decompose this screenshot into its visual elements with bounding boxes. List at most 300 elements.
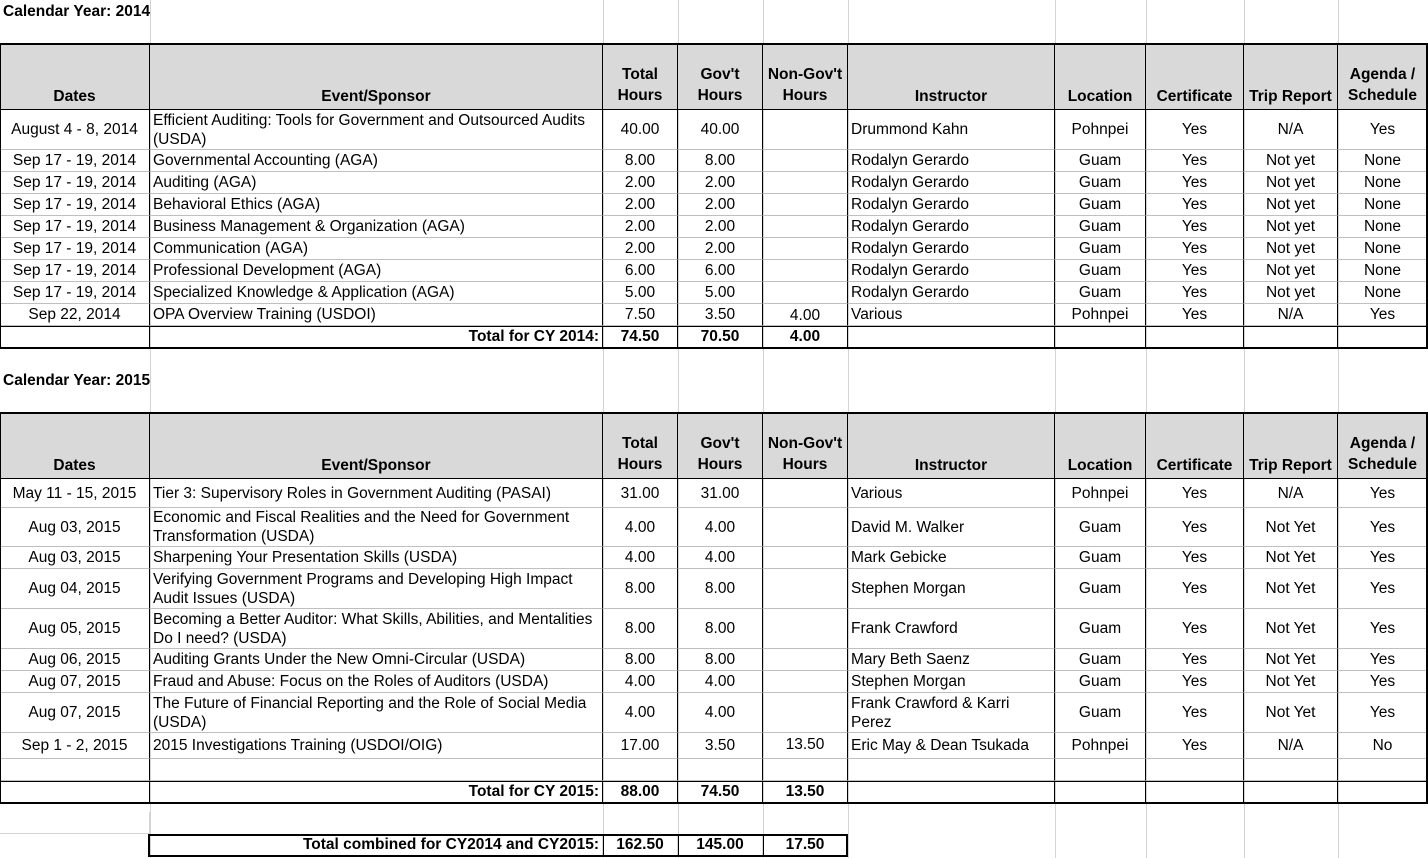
column-header[interactable] bbox=[150, 413, 603, 479]
table-cell[interactable] bbox=[1055, 671, 1146, 693]
grand-total-value[interactable] bbox=[763, 834, 848, 856]
table-cell[interactable] bbox=[848, 547, 1055, 569]
table-cell[interactable] bbox=[1244, 260, 1338, 282]
table-cell[interactable] bbox=[1055, 304, 1146, 326]
total-row-blank[interactable] bbox=[1244, 781, 1338, 803]
cell-text: None bbox=[1363, 196, 1402, 213]
cell-text: N/A bbox=[1277, 306, 1304, 323]
table-cell[interactable] bbox=[1055, 569, 1146, 609]
table-cell[interactable] bbox=[1146, 110, 1244, 150]
table-cell[interactable] bbox=[848, 733, 1055, 759]
table-cell[interactable] bbox=[150, 508, 603, 547]
table-cell[interactable] bbox=[1338, 508, 1428, 547]
column-header[interactable] bbox=[763, 413, 848, 479]
cell-text: Pohnpei bbox=[1071, 306, 1129, 323]
blank-cell[interactable] bbox=[150, 759, 603, 781]
cell-text: Guam bbox=[1078, 580, 1122, 597]
table-cell[interactable] bbox=[1146, 569, 1244, 609]
table-cell[interactable] bbox=[0, 194, 150, 216]
cell-text: Yes bbox=[1181, 196, 1208, 213]
table-cell[interactable] bbox=[1244, 238, 1338, 260]
table-cell[interactable] bbox=[0, 282, 150, 304]
table-cell[interactable] bbox=[678, 238, 763, 260]
table-cell[interactable] bbox=[678, 547, 763, 569]
table-cell[interactable] bbox=[848, 693, 1055, 733]
cell-text: Pohnpei bbox=[1071, 484, 1129, 502]
total-value[interactable] bbox=[603, 781, 678, 803]
blank-cell[interactable] bbox=[848, 759, 1055, 781]
table-cell[interactable] bbox=[763, 547, 848, 569]
table-cell[interactable] bbox=[0, 150, 150, 172]
cell-text: Yes bbox=[1181, 737, 1208, 754]
total-row-blank[interactable] bbox=[848, 781, 1055, 803]
table-cell[interactable] bbox=[603, 508, 678, 547]
header-line: Gov't bbox=[700, 435, 740, 452]
cell-text: Dates bbox=[53, 457, 96, 474]
table-cell[interactable] bbox=[150, 479, 603, 508]
table-cell[interactable] bbox=[603, 110, 678, 150]
table-cell[interactable] bbox=[1338, 547, 1428, 569]
table-cell[interactable] bbox=[763, 508, 848, 547]
table-cell[interactable] bbox=[0, 238, 150, 260]
blank-cell[interactable] bbox=[1244, 759, 1338, 781]
table-cell[interactable] bbox=[1146, 733, 1244, 759]
table-cell[interactable] bbox=[150, 547, 603, 569]
table-cell[interactable] bbox=[1338, 194, 1428, 216]
table-cell[interactable] bbox=[763, 304, 848, 326]
table-cell[interactable] bbox=[1338, 649, 1428, 671]
table-cell[interactable] bbox=[848, 479, 1055, 508]
blank-row[interactable] bbox=[0, 812, 150, 834]
table-cell[interactable] bbox=[1244, 282, 1338, 304]
cell-text: Instructor bbox=[914, 88, 988, 105]
header-line: Hours bbox=[617, 456, 663, 473]
blank-cell[interactable] bbox=[603, 759, 678, 781]
cell-text: Eric May & Dean Tsukada bbox=[851, 737, 1030, 754]
cell-text: 4.00 bbox=[624, 549, 656, 566]
table-cell[interactable] bbox=[763, 282, 848, 304]
blank-row[interactable] bbox=[0, 22, 1428, 44]
table-cell[interactable] bbox=[763, 609, 848, 649]
cell-text: Auditing Grants Under the New Omni-Circular (USDA) bbox=[153, 651, 526, 668]
table-cell[interactable] bbox=[848, 671, 1055, 693]
column-header[interactable] bbox=[150, 44, 603, 110]
table-cell[interactable] bbox=[0, 304, 150, 326]
table-cell[interactable] bbox=[150, 172, 603, 194]
table-cell[interactable] bbox=[848, 569, 1055, 609]
cell-text: Yes bbox=[1181, 174, 1208, 191]
table-cell[interactable] bbox=[1244, 194, 1338, 216]
table-cell[interactable] bbox=[1244, 649, 1338, 671]
table-cell[interactable] bbox=[1055, 508, 1146, 547]
total-row-blank[interactable] bbox=[0, 781, 150, 803]
table-cell[interactable] bbox=[150, 649, 603, 671]
table-cell[interactable] bbox=[0, 547, 150, 569]
table-cell[interactable] bbox=[0, 609, 150, 649]
table-cell[interactable] bbox=[1055, 547, 1146, 569]
total-value[interactable] bbox=[678, 781, 763, 803]
table-cell[interactable] bbox=[763, 194, 848, 216]
table-cell[interactable] bbox=[1338, 150, 1428, 172]
blank-cell[interactable] bbox=[0, 759, 150, 781]
table-cell[interactable] bbox=[848, 150, 1055, 172]
table-cell[interactable] bbox=[0, 569, 150, 609]
table-cell[interactable] bbox=[150, 304, 603, 326]
table-left-border bbox=[0, 44, 1, 348]
table-cell[interactable] bbox=[1338, 216, 1428, 238]
cell-text: 4.00 bbox=[704, 704, 736, 721]
table-cell[interactable] bbox=[1338, 238, 1428, 260]
total-row-blank[interactable] bbox=[0, 326, 150, 348]
table-cell[interactable] bbox=[678, 508, 763, 547]
table-cell[interactable] bbox=[678, 110, 763, 150]
cell-text: 4.00 bbox=[789, 328, 821, 345]
cell-text: Certificate bbox=[1156, 88, 1233, 105]
cell-text: None bbox=[1363, 284, 1402, 301]
table-cell[interactable] bbox=[763, 238, 848, 260]
table-cell[interactable] bbox=[150, 671, 603, 693]
table-cell[interactable] bbox=[1146, 150, 1244, 172]
table-cell[interactable] bbox=[1055, 172, 1146, 194]
grand-total-divider bbox=[603, 834, 604, 856]
table-cell[interactable] bbox=[1338, 172, 1428, 194]
cell-text: Yes bbox=[1181, 240, 1208, 257]
table-cell[interactable] bbox=[1244, 508, 1338, 547]
column-header[interactable] bbox=[603, 44, 678, 110]
total-row-blank[interactable] bbox=[1146, 781, 1244, 803]
table-cell[interactable] bbox=[1338, 671, 1428, 693]
table-cell[interactable] bbox=[1244, 150, 1338, 172]
table-cell[interactable] bbox=[150, 733, 603, 759]
table-cell[interactable] bbox=[678, 733, 763, 759]
table-cell[interactable] bbox=[1146, 609, 1244, 649]
blank-row[interactable] bbox=[0, 391, 1428, 413]
table-cell[interactable] bbox=[0, 671, 150, 693]
table-cell[interactable] bbox=[1338, 260, 1428, 282]
table-cell[interactable] bbox=[603, 609, 678, 649]
cell-text: 7.50 bbox=[624, 306, 656, 323]
table-cell[interactable] bbox=[150, 260, 603, 282]
cell-text: Certificate bbox=[1156, 457, 1233, 474]
column-header[interactable] bbox=[1244, 413, 1338, 479]
table-cell[interactable] bbox=[763, 216, 848, 238]
column-header[interactable] bbox=[0, 413, 150, 479]
table-cell[interactable] bbox=[678, 150, 763, 172]
table-cell[interactable] bbox=[0, 479, 150, 508]
table-cell[interactable] bbox=[603, 216, 678, 238]
table-cell[interactable] bbox=[1146, 671, 1244, 693]
table-cell[interactable] bbox=[1244, 479, 1338, 508]
table-cell[interactable] bbox=[1055, 194, 1146, 216]
grand-total-label[interactable] bbox=[150, 834, 603, 856]
table-cell[interactable] bbox=[678, 569, 763, 609]
table-cell[interactable] bbox=[848, 649, 1055, 671]
cell-text: Yes bbox=[1369, 620, 1396, 637]
table-cell[interactable] bbox=[1146, 508, 1244, 547]
table-cell[interactable] bbox=[1338, 693, 1428, 733]
table-cell[interactable] bbox=[848, 609, 1055, 649]
table-cell[interactable] bbox=[763, 479, 848, 508]
table-cell[interactable] bbox=[848, 194, 1055, 216]
cell-text: Calendar Year: 2014 bbox=[3, 3, 151, 20]
table-cell[interactable] bbox=[1146, 260, 1244, 282]
table-cell[interactable] bbox=[0, 693, 150, 733]
cell-text: Not Yet bbox=[1265, 549, 1316, 566]
table-cell[interactable] bbox=[603, 479, 678, 508]
column-header[interactable] bbox=[1338, 44, 1428, 110]
table-cell[interactable] bbox=[848, 216, 1055, 238]
table-cell[interactable] bbox=[1055, 649, 1146, 671]
table-cell[interactable] bbox=[1055, 260, 1146, 282]
cell-text: Yes bbox=[1181, 152, 1208, 169]
blank-cell[interactable] bbox=[678, 759, 763, 781]
table-cell[interactable] bbox=[603, 304, 678, 326]
column-header[interactable] bbox=[1055, 413, 1146, 479]
cell-text: Guam bbox=[1078, 651, 1122, 668]
table-cell[interactable] bbox=[678, 609, 763, 649]
column-header[interactable] bbox=[1244, 44, 1338, 110]
column-header[interactable] bbox=[848, 413, 1055, 479]
table-cell[interactable] bbox=[603, 547, 678, 569]
table-cell[interactable] bbox=[150, 609, 603, 649]
table-cell[interactable] bbox=[150, 238, 603, 260]
cell-text: Yes bbox=[1369, 580, 1396, 597]
table-cell[interactable] bbox=[763, 150, 848, 172]
cell-text: 8.00 bbox=[704, 152, 736, 169]
table-cell[interactable] bbox=[848, 172, 1055, 194]
table-cell[interactable] bbox=[1244, 110, 1338, 150]
cell-text: Sharpening Your Presentation Skills (USDA) bbox=[153, 549, 458, 566]
table-cell[interactable] bbox=[603, 150, 678, 172]
cell-text: Mark Gebicke bbox=[851, 549, 947, 566]
table-cell[interactable] bbox=[1055, 238, 1146, 260]
total-row-blank[interactable] bbox=[1338, 781, 1428, 803]
blank-cell[interactable] bbox=[1055, 759, 1146, 781]
header-line: Gov't bbox=[700, 66, 740, 83]
table-cell[interactable] bbox=[1244, 304, 1338, 326]
column-header[interactable] bbox=[678, 413, 763, 479]
table-cell[interactable] bbox=[150, 150, 603, 172]
table-cell[interactable] bbox=[848, 508, 1055, 547]
table-cell[interactable] bbox=[678, 260, 763, 282]
table-cell[interactable] bbox=[1338, 110, 1428, 150]
table-cell[interactable] bbox=[1338, 569, 1428, 609]
table-cell[interactable] bbox=[678, 194, 763, 216]
column-header[interactable] bbox=[0, 44, 150, 110]
total-row-blank[interactable] bbox=[1338, 326, 1428, 348]
table-cell[interactable] bbox=[0, 216, 150, 238]
grand-total-divider bbox=[678, 834, 679, 856]
table-cell[interactable] bbox=[1244, 671, 1338, 693]
column-header[interactable] bbox=[1055, 44, 1146, 110]
table-cell[interactable] bbox=[1338, 479, 1428, 508]
total-row-blank[interactable] bbox=[1146, 326, 1244, 348]
table-cell[interactable] bbox=[678, 216, 763, 238]
table-cell[interactable] bbox=[848, 110, 1055, 150]
cell-text: Yes bbox=[1181, 284, 1208, 301]
total-row-blank[interactable] bbox=[848, 326, 1055, 348]
table-cell[interactable] bbox=[0, 508, 150, 547]
table-cell[interactable] bbox=[1146, 282, 1244, 304]
total-value[interactable] bbox=[763, 781, 848, 803]
cell-text: Aug 03, 2015 bbox=[28, 549, 121, 566]
table-cell[interactable] bbox=[150, 194, 603, 216]
table-cell[interactable] bbox=[1244, 547, 1338, 569]
total-label[interactable] bbox=[150, 326, 603, 348]
table-cell[interactable] bbox=[1244, 609, 1338, 649]
blank-cell[interactable] bbox=[1338, 759, 1428, 781]
cell-text: N/A bbox=[1277, 121, 1304, 138]
table-cell[interactable] bbox=[678, 304, 763, 326]
table-cell[interactable] bbox=[1055, 150, 1146, 172]
table-cell[interactable] bbox=[678, 479, 763, 508]
total-row-blank[interactable] bbox=[1055, 781, 1146, 803]
column-header[interactable] bbox=[1146, 44, 1244, 110]
cell-text: Mary Beth Saenz bbox=[851, 651, 970, 668]
table-bottom-border bbox=[0, 347, 1428, 349]
cell-text: Yes bbox=[1181, 306, 1208, 323]
table-cell[interactable] bbox=[678, 282, 763, 304]
table-cell[interactable] bbox=[603, 282, 678, 304]
table-cell[interactable] bbox=[603, 693, 678, 733]
table-cell[interactable] bbox=[1146, 216, 1244, 238]
table-cell[interactable] bbox=[1244, 172, 1338, 194]
table-cell[interactable] bbox=[678, 172, 763, 194]
column-header[interactable] bbox=[848, 44, 1055, 110]
blank-cell[interactable] bbox=[763, 759, 848, 781]
column-header[interactable] bbox=[1146, 413, 1244, 479]
table-cell[interactable] bbox=[0, 649, 150, 671]
table-cell[interactable] bbox=[1338, 282, 1428, 304]
table-cell[interactable] bbox=[1055, 479, 1146, 508]
cell-text: Not Yet bbox=[1265, 580, 1316, 597]
total-value[interactable] bbox=[763, 326, 848, 348]
table-cell[interactable] bbox=[150, 216, 603, 238]
total-label[interactable] bbox=[150, 781, 603, 803]
table-cell[interactable] bbox=[603, 733, 678, 759]
table-cell[interactable] bbox=[150, 569, 603, 609]
table-cell[interactable] bbox=[603, 260, 678, 282]
cell-text: 4.00 bbox=[624, 673, 656, 690]
cell-text: Rodalyn Gerardo bbox=[851, 174, 970, 191]
table-cell[interactable] bbox=[1338, 609, 1428, 649]
header-line: Total bbox=[622, 435, 658, 452]
table-cell[interactable] bbox=[1146, 547, 1244, 569]
table-cell[interactable] bbox=[678, 649, 763, 671]
table-cell[interactable] bbox=[848, 260, 1055, 282]
table-cell[interactable] bbox=[1338, 733, 1428, 759]
cell-text: Stephen Morgan bbox=[851, 580, 966, 597]
table-cell[interactable] bbox=[1146, 479, 1244, 508]
table-cell[interactable] bbox=[1146, 304, 1244, 326]
table-cell[interactable] bbox=[1244, 733, 1338, 759]
table-cell[interactable] bbox=[1146, 194, 1244, 216]
table-cell[interactable] bbox=[848, 238, 1055, 260]
table-cell[interactable] bbox=[678, 671, 763, 693]
cell-text: 70.50 bbox=[700, 328, 740, 345]
table-cell[interactable] bbox=[848, 304, 1055, 326]
table-cell[interactable] bbox=[603, 172, 678, 194]
total-row-blank[interactable] bbox=[1244, 326, 1338, 348]
table-cell[interactable] bbox=[1146, 238, 1244, 260]
table-cell[interactable] bbox=[603, 649, 678, 671]
table-cell[interactable] bbox=[763, 671, 848, 693]
table-cell[interactable] bbox=[763, 649, 848, 671]
cell-text: 8.00 bbox=[704, 651, 736, 668]
cell-text: Various bbox=[851, 484, 903, 502]
table-cell[interactable] bbox=[763, 693, 848, 733]
table-cell[interactable] bbox=[0, 260, 150, 282]
cell-text: Guam bbox=[1078, 240, 1122, 257]
table-cell[interactable] bbox=[763, 110, 848, 150]
table-top-border bbox=[0, 412, 1428, 414]
table-cell[interactable] bbox=[848, 282, 1055, 304]
column-header[interactable] bbox=[603, 413, 678, 479]
section-title[interactable] bbox=[0, 0, 603, 22]
table-cell[interactable] bbox=[0, 172, 150, 194]
cell-text: 4.00 bbox=[704, 518, 736, 536]
table-cell[interactable] bbox=[763, 260, 848, 282]
total-row-blank[interactable] bbox=[1055, 326, 1146, 348]
total-value[interactable] bbox=[678, 326, 763, 348]
table-cell[interactable] bbox=[763, 733, 848, 759]
cell-text: Guam bbox=[1078, 518, 1122, 536]
table-cell[interactable] bbox=[1055, 282, 1146, 304]
table-cell[interactable] bbox=[1338, 304, 1428, 326]
grand-total-value[interactable] bbox=[603, 834, 678, 856]
table-cell[interactable] bbox=[1055, 693, 1146, 733]
table-cell[interactable] bbox=[603, 238, 678, 260]
table-cell[interactable] bbox=[1146, 693, 1244, 733]
cell-text: Not Yet bbox=[1265, 518, 1316, 536]
table-cell[interactable] bbox=[603, 671, 678, 693]
cell-text: 6.00 bbox=[624, 262, 656, 279]
table-cell[interactable] bbox=[150, 693, 603, 733]
section-title[interactable] bbox=[0, 369, 603, 391]
table-cell[interactable] bbox=[1146, 649, 1244, 671]
total-value[interactable] bbox=[603, 326, 678, 348]
cell-text: Governmental Accounting (AGA) bbox=[153, 152, 378, 169]
cell-text: 8.00 bbox=[624, 651, 656, 668]
table-cell[interactable] bbox=[1244, 569, 1338, 609]
table-cell[interactable] bbox=[678, 693, 763, 733]
cell-text: Communication (AGA) bbox=[153, 240, 309, 257]
table-cell[interactable] bbox=[150, 110, 603, 150]
cell-text: Rodalyn Gerardo bbox=[851, 152, 970, 169]
table-cell[interactable] bbox=[150, 282, 603, 304]
column-header[interactable] bbox=[763, 44, 848, 110]
table-cell[interactable] bbox=[1055, 216, 1146, 238]
table-cell[interactable] bbox=[1244, 693, 1338, 733]
table-cell[interactable] bbox=[763, 172, 848, 194]
table-cell[interactable] bbox=[1055, 733, 1146, 759]
table-cell[interactable] bbox=[763, 569, 848, 609]
table-cell[interactable] bbox=[603, 194, 678, 216]
table-cell[interactable] bbox=[603, 569, 678, 609]
grand-total-value[interactable] bbox=[678, 834, 763, 856]
blank-cell[interactable] bbox=[1146, 759, 1244, 781]
column-header[interactable] bbox=[678, 44, 763, 110]
column-header[interactable] bbox=[1338, 413, 1428, 479]
table-cell[interactable] bbox=[1055, 110, 1146, 150]
cell-text: Sep 17 - 19, 2014 bbox=[12, 196, 137, 213]
table-cell[interactable] bbox=[1146, 172, 1244, 194]
grand-total-left-border bbox=[148, 834, 150, 856]
table-cell[interactable] bbox=[0, 110, 150, 150]
table-cell[interactable] bbox=[1055, 609, 1146, 649]
table-cell[interactable] bbox=[0, 733, 150, 759]
table-cell[interactable] bbox=[1244, 216, 1338, 238]
